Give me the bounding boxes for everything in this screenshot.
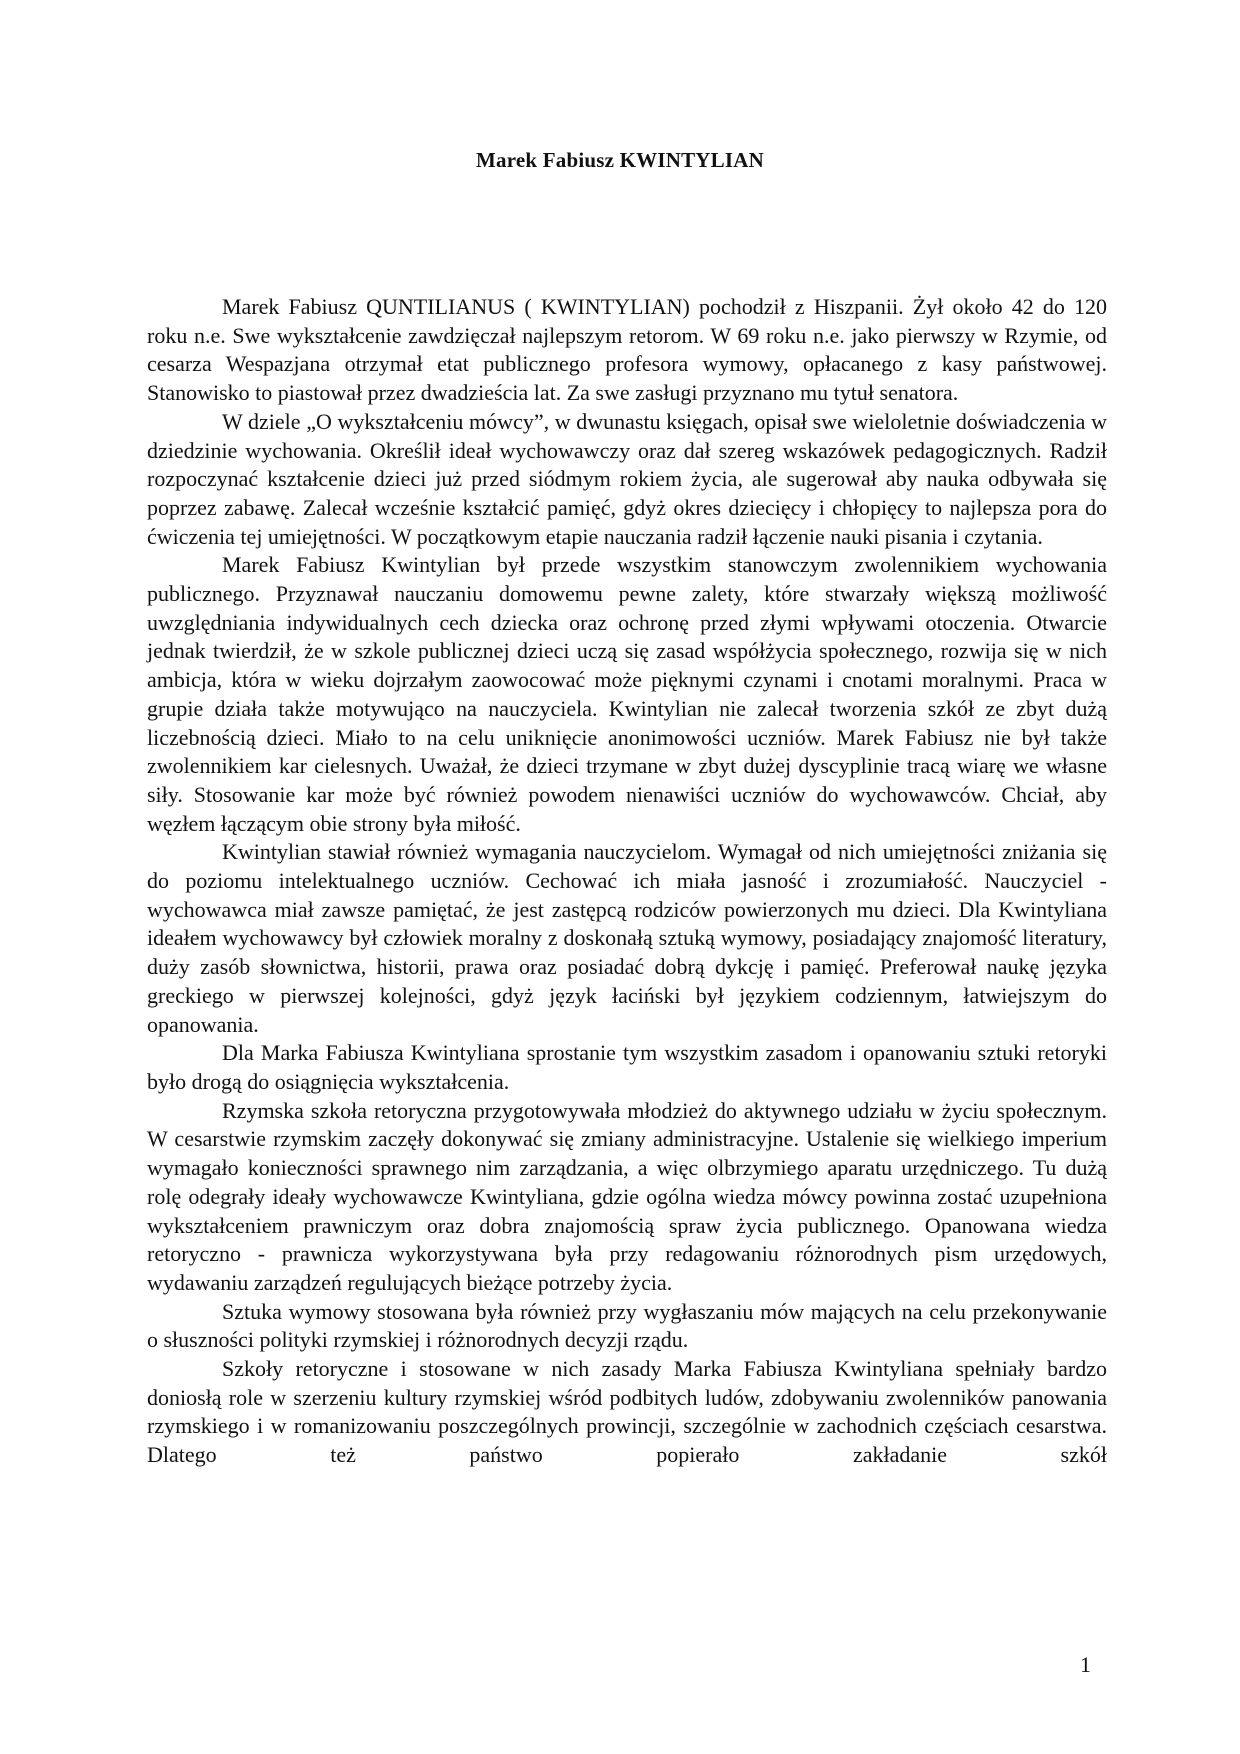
paragraph-work: W dziele „O wykształceniu mówcy”, w dwunastu księgach, opisał swe wieloletnie doświadczenia w dziedzinie wychowania. Określił ideał wychowawczy oraz dał szereg wskazówek pedagogicznych. Radził rozpoczynać kształcenie dzieci już przed siódmym rokiem życia, ale sugerował aby nauka odbywała się poprzez zabawę. Zalecał wcześnie kształcić pamięć, gdyż okres dziecięcy i chłopięcy to najlepsza pora do ćwiczenia tej umiejętności. W początkowym etapie nauczania radził łączenie nauki pisania i czytania. — [147, 408, 1107, 549]
paragraph-schools: Szkoły retoryczne i stosowane w nich zasady Marka Fabiusza Kwintyliana spełniały bardzo doniosłą role w szerzeniu kultury rzymskiej wśród podbitych ludów, zdobywaniu zwolenników panowania rzymskiego i w romanizowaniu poszczególnych prowincji, szczególnie w zachodnich częściach cesarstwa. Dlatego też państwo popierało zakładanie szkół — [147, 1356, 1107, 1468]
paragraph-roman-school: Rzymska szkoła retoryczna przygotowywała młodzież do aktywnego udziału w życiu społecznym. W cesarstwie rzymskim zaczęły dokonywać się zmiany administracyjne. Ustalenie się wielkiego imperium wymagało konieczności sprawnego nim zarządzania, a więc olbrzymiego aparatu urzędniczego. Tu dużą rolę odegrały ideały wychowawcze Kwintyliana, gdzie ogólna wiedza mówcy powinna zostać uzupełniona wykształceniem prawniczym oraz dobra znajomością spraw życia publicznego. Opanowana wiedza retoryczno - prawnicza wykorzystywana była przy redagowaniu różnorodnych pism urzędowych, wydawaniu zarządzeń regulujących bieżące potrzeby życia. — [147, 1097, 1107, 1295]
paragraph-public-education: Marek Fabiusz Kwintylian był przede wszystkim stanowczym zwolennikiem wychowania publicznego. Przyznawał nauczaniu domowemu pewne zalety, które stwarzały większą możliwość uwzględniania indywidualnych cech dziecka oraz ochronę przed złymi wpływami otoczenia. Otwarcie jednak twierdził, że w szkole publicznej dzieci uczą się zasad współżycia społecznego, rozwija się w nich ambicja, która w wieku dojrzałym zaowocować może pięknymi czynami i cnotami moralnymi. Praca w grupie działa także motywująco na nauczyciela. Kwintylian nie zalecał tworzenia szkół ze zbyt dużą liczebnością dzieci. Miało to na celu uniknięcie anonimowości uczniów. Marek Fabiusz nie był także zwolennikiem kar cielesnych. Uważał, że dzieci trzymane w zbyt dużej dyscyplinie tracą wiarę we własne siły. Stosowanie kar może być również powodem nienawiści uczniów do wychowawców. Chciał, aby węzłem łączącym obie strony była miłość. — [147, 552, 1107, 836]
paragraph-principles: Dla Marka Fabiusza Kwintyliana sprostanie tym wszystkim zasadom i opanowaniu sztuki retoryki było drogą do osiągnięcia wykształcenia. — [147, 1040, 1107, 1094]
paragraph-rhetoric: Sztuka wymowy stosowana była również przy wygłaszaniu mów mających na celu przekonywanie o słuszności polityki rzymskiej i różnorodnych decyzji rządu. — [147, 1298, 1107, 1353]
document-title: Marek Fabiusz KWINTYLIAN — [476, 148, 764, 172]
paragraph-origin: Marek Fabiusz QUNTILIANUS ( KWINTYLIAN) pochodził z Hiszpanii. Żył około 42 do 120 roku n.e. Swe wykształcenie zawdzięczał najlepszym retorom. W 69 roku n.e. jako pierwszy w Rzymie, od cesarza Wespazjana otrzymał etat publicznego profesora wymowy, opłacanego z kasy państwowej. Stanowisko to piastował przez dwadzieścia lat. Za swe zasługi przyznano mu tytuł senatora. — [147, 294, 1107, 406]
page-number: 1 — [1080, 1652, 1091, 1677]
paragraph-teachers: Kwintylian stawiał również wymagania nauczycielom. Wymagał od nich umiejętności zniżania się do poziomu intelektualnego uczniów. Cechować ich miała jasność i zrozumiałość. Nauczyciel - wychowawca miał zawsze pamiętać, że jest zastępcą rodziców powierzonych mu dzieci. Dla Kwintyliana ideałem wychowawcy był człowiek moralny z doskonałą sztuką wymowy, posiadający znajomość literatury, duży zasób słownictwa, historii, prawa oraz posiadać dobrą dykcję i pamięć. Preferował naukę języka greckiego w pierwszej kolejności, gdyż język łaciński był językiem codziennym, łatwiejszym do opanowania. — [147, 839, 1107, 1037]
document-body — [147, 293, 1107, 1470]
